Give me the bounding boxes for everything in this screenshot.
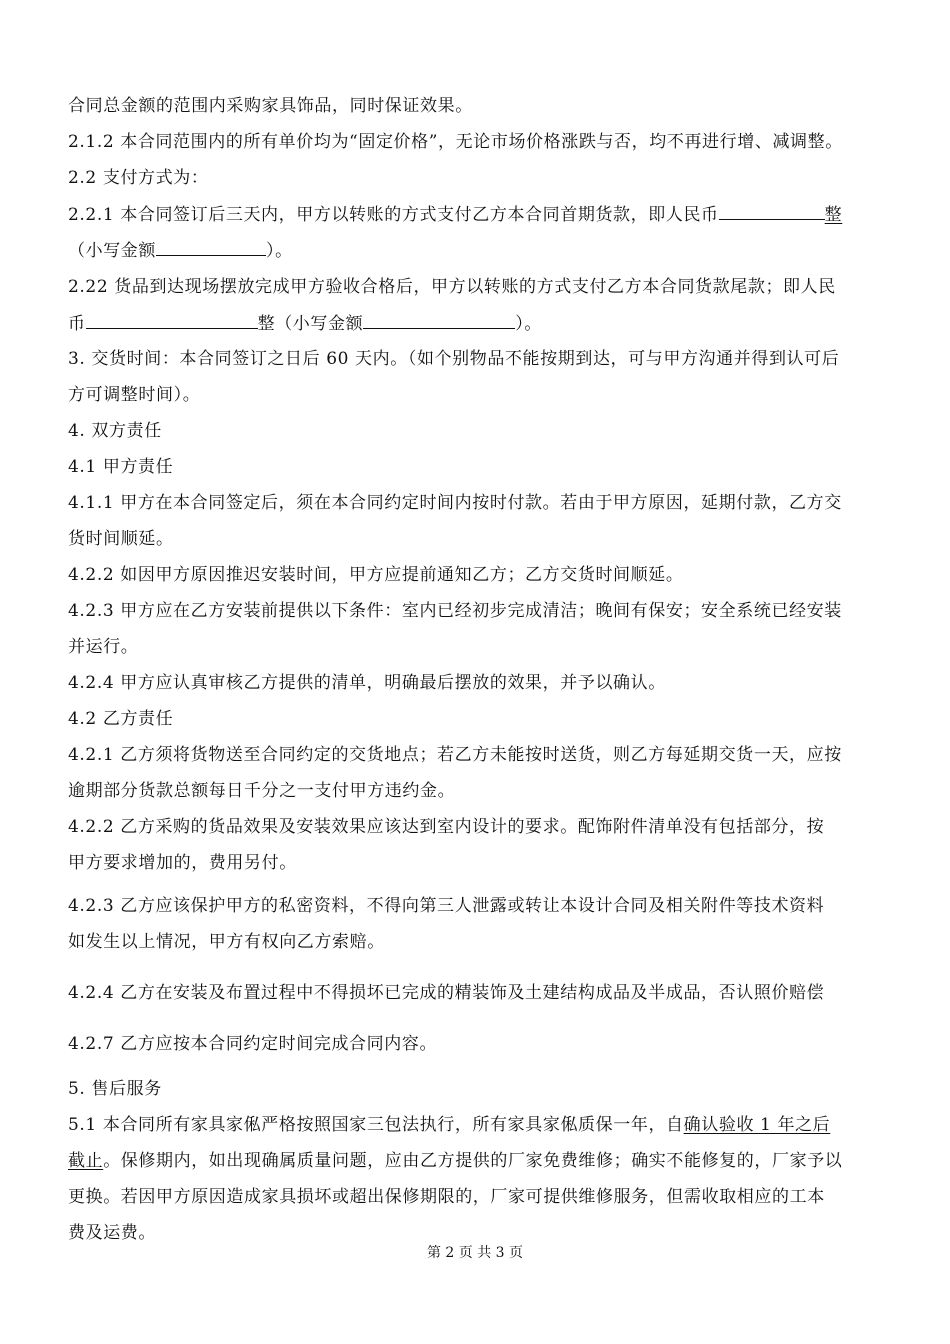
text-line: 4.2.1 乙方须将货物送至合同约定的交货地点；若乙方未能按时送货，则乙方每延期交货一天，应按 bbox=[68, 745, 842, 765]
blank-underline bbox=[719, 203, 825, 220]
text-line: 4.2.3 乙方应该保护甲方的私密资料，不得向第三人泄露或转让本设计合同及相关附件等技术资料 bbox=[68, 896, 825, 916]
text-line: 方可调整时间）。 bbox=[68, 385, 201, 405]
text-line: 4.2.7 乙方应按本合同约定时间完成合同内容。 bbox=[68, 1034, 438, 1054]
text-line: 并运行。 bbox=[68, 637, 139, 657]
text-segment: 5.1 本合同所有家具家俬严格按照国家三包法执行，所有家具家俬质保一年，自 bbox=[68, 1115, 684, 1135]
text-line bbox=[68, 239, 293, 262]
text-line bbox=[68, 1114, 830, 1136]
text-line: 2.2 支付方式为： bbox=[68, 168, 209, 188]
section-heading: 4. 双方责任 bbox=[68, 421, 162, 441]
text-line: 如发生以上情况，甲方有权向乙方索赔。 bbox=[68, 932, 385, 952]
text-line: 4.2.2 乙方采购的货品效果及安装效果应该达到室内设计的要求。配饰附件清单没有包括部分，按 bbox=[68, 817, 825, 837]
text-line bbox=[68, 1150, 842, 1172]
text-line bbox=[68, 203, 842, 226]
text-segment: ）。 bbox=[266, 241, 293, 261]
section-heading: 4.2 乙方责任 bbox=[68, 709, 174, 729]
text-segment: 。保修期内，如出现确属质量问题，应由乙方提供的厂家免费维修；确实不能修复的，厂家予以 bbox=[103, 1151, 843, 1171]
text-line: 4.1.1 甲方在本合同签定后，须在本合同约定时间内按时付款。若由于甲方原因，延期付款，乙方交 bbox=[68, 493, 842, 513]
text-line: 甲方要求增加的，费用另付。 bbox=[68, 853, 297, 873]
section-heading: 5. 售后服务 bbox=[68, 1079, 162, 1099]
blank-underline bbox=[363, 312, 515, 329]
text-line: 3. 交货时间：本合同签订之日后 60 天内。（如个别物品不能按期到达，可与甲方沟通并得到认可后 bbox=[68, 349, 840, 369]
text-line: 货时间顺延。 bbox=[68, 529, 174, 549]
text-line: 4.2.4 甲方应认真审核乙方提供的清单，明确最后摆放的效果，并予以确认。 bbox=[68, 673, 666, 693]
underlined-text: 截止 bbox=[68, 1151, 104, 1171]
page-number-footer: 第 2 页 共 3 页 bbox=[426, 1245, 524, 1261]
blank-underline bbox=[156, 239, 266, 256]
text-line bbox=[68, 312, 542, 335]
blank-underline bbox=[86, 312, 258, 329]
text-line: 2.1.2 本合同范围内的所有单价均为“固定价格”，无论市场价格涨跌与否，均不再进行增、减调整。 bbox=[68, 132, 843, 152]
text-line: 更换。若因甲方原因造成家具损坏或超出保修期限的，厂家可提供维修服务，但需收取相应的工本 bbox=[68, 1187, 825, 1207]
text-segment: （小写金额 bbox=[68, 241, 156, 261]
text-line: 逾期部分货款总额每日千分之一支付甲方违约金。 bbox=[68, 781, 456, 801]
text-segment: 整 bbox=[824, 205, 843, 225]
section-heading: 4.1 甲方责任 bbox=[68, 457, 174, 477]
text-line: 4.2.3 甲方应在乙方安装前提供以下条件：室内已经初步完成清洁；晚间有保安；安全系统已经安装 bbox=[68, 601, 842, 621]
text-segment: 币 bbox=[68, 314, 86, 334]
text-line: 4.2.4 乙方在安装及布置过程中不得损坏已完成的精装饰及土建结构成品及半成品，否认照价赔偿 bbox=[68, 983, 825, 1003]
underlined-text: 确认验收 1 年之后 bbox=[683, 1115, 831, 1135]
text-segment: 2.2.1 本合同签订后三天内，甲方以转账的方式支付乙方本合同首期货款，即人民币 bbox=[68, 205, 719, 225]
text-line: 费及运费。 bbox=[68, 1223, 156, 1243]
text-line: 2.22 货品到达现场摆放完成甲方验收合格后，甲方以转账的方式支付乙方本合同货款尾款；即人民 bbox=[68, 277, 836, 297]
text-segment: ）。 bbox=[515, 314, 542, 334]
text-segment: 整（小写金额 bbox=[257, 314, 364, 334]
text-line: 4.2.2 如因甲方原因推迟安装时间，甲方应提前通知乙方；乙方交货时间顺延。 bbox=[68, 565, 684, 585]
text-line: 合同总金额的范围内采购家具饰品，同时保证效果。 bbox=[68, 96, 473, 116]
